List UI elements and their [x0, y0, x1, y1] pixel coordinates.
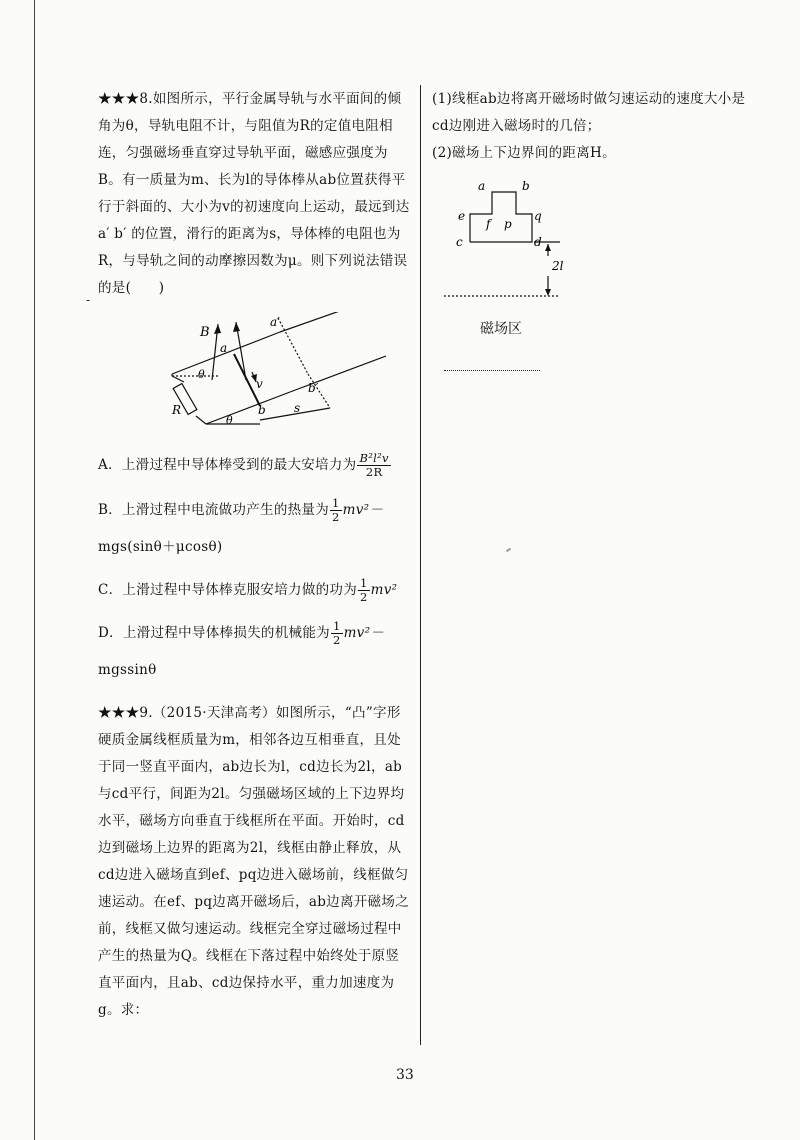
position-a-prime-b-prime — [278, 318, 308, 374]
label-theta-top: θ — [198, 368, 205, 381]
q9-stem: ★★★9.（2015·天津高考）如图所示，“凸”字形硬质金属线框质量为m，相邻各边互相垂直，且处于同一竖直平面内，ab边长为l，cd边长为2l，ab与cd平行，间距为2l。匀强磁场区域的上下边界均水平，磁场方向垂直于线框所在平面。开始时，cd边到磁场上边界的距离为2l，线框由静止释放，从cd边进入磁场直到ef、pq边进入磁场前，线框做匀速运动。在ef、pq边离开磁场后，ab边离开磁场之前，线框又做匀速运动。线框完全穿过磁场过程中产生的热量为Q。线框在下落过程中始终处于原竖直平面内，且ab、cd边保持水平，重力加速度为g。求： — [98, 705, 409, 1018]
label-frame-q: q — [534, 209, 542, 223]
option-a: A．上滑过程中导体棒受到的最大安培力为 $\frac{\text{B²l²v}}{2R}$ — [98, 451, 389, 479]
magnetic-region-label: 磁场区 — [480, 321, 522, 337]
label-frame-f: f — [486, 217, 491, 231]
option-b: B．上滑过程中电流做功产生的热量为 $\frac{1}{2}$ mv²－ — [98, 496, 384, 524]
option-d: D．上滑过程中导体棒损失的机械能为 $\frac{1}{2}$ mv²－ — [98, 619, 385, 647]
label-frame-e: e — [458, 209, 466, 223]
label-frame-c: c — [456, 235, 463, 249]
label-R: R — [172, 403, 182, 417]
q8-rail-figure — [160, 312, 390, 442]
option-b-line2: mgs(sinθ＋μcosθ) — [98, 539, 223, 555]
rail-bottom-right — [290, 356, 386, 392]
q9-block — [98, 700, 410, 1024]
label-B: B — [200, 325, 210, 340]
label-a-prime: a′ — [270, 315, 280, 329]
q9-frame-figure — [436, 172, 576, 304]
q8-options — [98, 452, 410, 684]
q8-stem: ★★★8.如图所示，平行金属导轨与水平面间的倾角为θ，导轨电阻不计，与阻值为R的定值电阻相连，匀强磁场垂直穿过导轨平面，磁感应强度为B。有一质量为m、长为l的导体棒从ab位置获得平行于斜面的、大小为v的初速度向上运动，最远到达a′ b′ 的位置，滑行的距离为s，导体棒的电阻也为R，与导轨之间的动摩擦因数为μ。则下列说法错误的是( ) — [98, 91, 410, 296]
column-divider — [420, 85, 421, 1045]
left-column — [98, 86, 410, 302]
label-v: v — [256, 377, 263, 391]
page-number: 33 — [396, 1067, 414, 1083]
label-b-prime: b′ — [308, 381, 319, 395]
scan-speck — [506, 548, 511, 553]
label-s: s — [294, 401, 301, 415]
convex-frame — [470, 192, 532, 242]
right-column — [432, 86, 762, 167]
option-d-line2: mgssinθ — [98, 662, 157, 678]
option-c: C．上滑过程中导体棒克服安培力做的功为 $\frac{1}{2}$ mv² — [98, 576, 398, 604]
rail-top-right — [280, 312, 388, 332]
q9-part2: (2)磁场上下边界间的距离H。 — [432, 145, 616, 161]
field-bottom-boundary — [444, 370, 540, 371]
label-frame-a: a — [478, 179, 486, 193]
page-left-edge — [34, 0, 35, 1140]
label-2l: 2l — [552, 259, 564, 273]
label-a: a — [220, 341, 228, 355]
label-frame-d: d — [534, 235, 542, 249]
label-frame-b: b — [522, 179, 530, 193]
label-b: b — [258, 403, 266, 417]
label-theta-bottom: θ — [226, 414, 233, 427]
q9-part1: (1)线框ab边将离开磁场时做匀速运动的速度大小是cd边刚进入磁场时的几倍； — [432, 91, 746, 134]
rail-bottom-left — [206, 392, 290, 424]
label-frame-p: p — [504, 217, 512, 231]
side-mark: - — [86, 293, 91, 307]
